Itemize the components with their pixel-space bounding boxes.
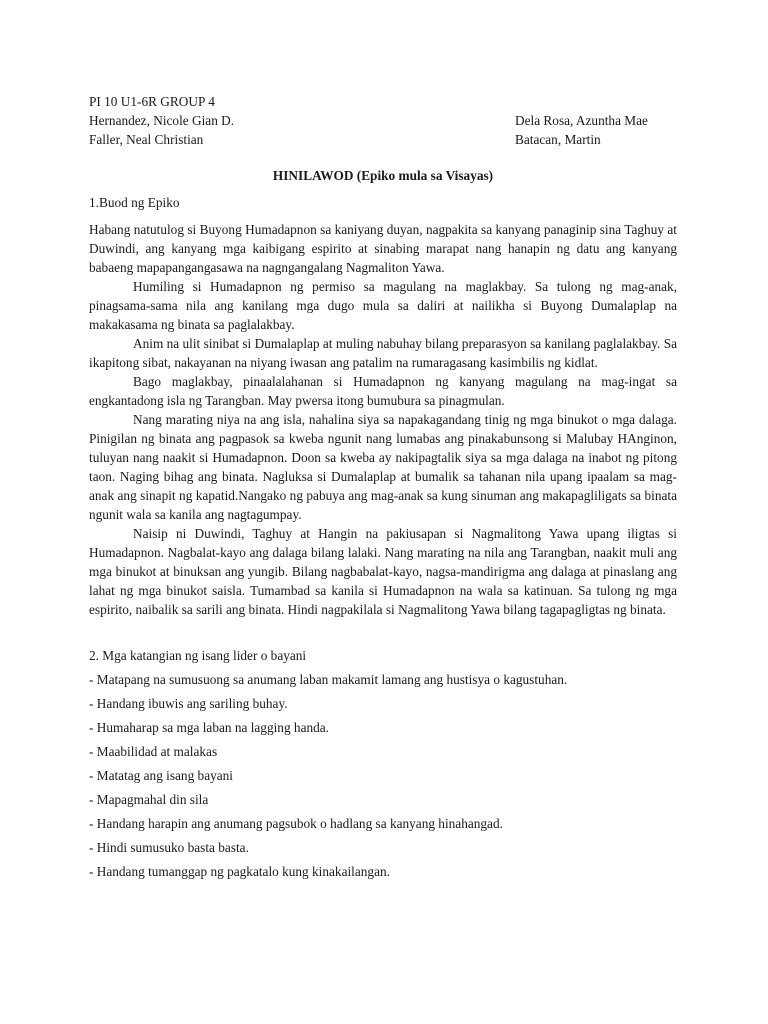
paragraph: Bago maglakbay, pinaalalahanan si Humadapnon ng kanyang magulang na mag-ingat sa engkantadong isla ng Tarangban. May pwersa itong bumubura sa pinagmulan. xyxy=(89,374,677,408)
list-item: - Mapagmahal din sila xyxy=(89,792,209,807)
paragraph: Anim na ulit sinibat si Dumalaplap at muling nabuhay bilang preparasyon sa kanilang paglalakbay. Sa ikapitong sibat, nakayanan na niyang iwasan ang patalim na rumaragasang kasimbilis ng kidlat. xyxy=(89,336,677,370)
list-item: - Maabilidad at malakas xyxy=(89,744,218,759)
section-heading-katangian: 2. Mga katangian ng isang lider o bayani xyxy=(89,648,307,663)
paragraph: Habang natutulog si Buyong Humadapnon sa kaniyang duyan, nagpakita sa kanyang panaginip sina Taghuy at Duwindi, ang kanyang mga kaibigang espirito at sinabing marapat nang hanapin ng datu ang kanyang babaeng mapapangangasawa na nagngangalang Nagmaliton Yawa. xyxy=(89,222,677,275)
course-code: PI 10 U1-6R GROUP 4 xyxy=(89,94,215,109)
member-name: Faller, Neal Christian xyxy=(89,132,204,147)
header-course-line xyxy=(89,92,677,111)
list-item: - Handang ibuwis ang sariling buhay. xyxy=(89,696,288,711)
list-item: - Hindi sumusuko basta basta. xyxy=(89,840,249,855)
list-item: - Matatag ang isang bayani xyxy=(89,768,233,783)
header-members-line-1 xyxy=(89,111,677,130)
list-item: - Humaharap sa mga laban na lagging handa. xyxy=(89,720,329,735)
trait-list xyxy=(89,670,677,881)
list-item: - Handang tumanggap ng pagkatalo kung kinakailangan. xyxy=(89,864,390,879)
member-name: Hernandez, Nicole Gian D. xyxy=(89,113,235,128)
document-page xyxy=(89,92,677,881)
document-title: HINILAWOD (Epiko mula sa Visayas) xyxy=(272,168,494,183)
header-members-line-2 xyxy=(89,130,677,149)
list-item: - Handang harapin ang anumang pagsubok o hadlang sa kanyang hinahangad. xyxy=(89,816,503,831)
paragraph: Humiling si Humadapnon ng permiso sa magulang na maglakbay. Sa tulong ng mag-anak, pinagsama-sama nila ang kanilang mga dugo mula sa daliri at nailikha si Buyong Dumalaplap na makakasama ng binata sa paglalakbay. xyxy=(89,279,677,332)
member-name: Dela Rosa, Azuntha Mae xyxy=(515,113,648,128)
paragraph: Nang marating niya na ang isla, nahalina siya sa napakagandang tinig ng mga binukot o mga dalaga. Pinigilan ng binata ang pagpasok sa kweba ngunit nang lumabas ang pinakabunsong si Malubay HAnginon, tuluyan nang naakit si Humadapnon. Doon sa kweba ay nakipagtalik siya sa mga dalaga na inabot ng pitong taon. Naging bihag ang binata. Nagluksa si Dumalaplap at bumalik sa tahanan nila upang ipaalam sa mag-anak ang sinapit ng kapatid.Nangako ng pabuya ang mag-anak sa kung sinuman ang makapagliligats sa binata ngunit wala sa kanila ang nagtagumpay. xyxy=(89,412,677,522)
section-heading-buod: 1.Buod ng Epiko xyxy=(89,195,180,210)
list-item: - Matapang na sumusuong sa anumang laban makamit lamang ang hustisya o kagustuhan. xyxy=(89,672,568,687)
paragraph: Naisip ni Duwindi, Taghuy at Hangin na pakiusapan si Nagmalitong Yawa upang iligtas si Humadapnon. Nagbalat-kayo ang dalaga bilang lalaki. Nang marating na nila ang Tarangban, naakit muli ang mga binukot at binuksan ang yungib. Bilang nagbabalat-kayo, nagsa-mandirigma ang dalaga at pinaslang ang lahat ng mga binukot saisla. Tumambad sa kanila si Humadapnon na wala sa katinuan. Sa tulong ng mga espirito, naibalik sa sarili ang binata. Hindi nagpakilala si Nagmalitong Yawa bilang tagapagligtas ng binata. xyxy=(89,526,677,617)
member-name: Batacan, Martin xyxy=(515,132,601,147)
